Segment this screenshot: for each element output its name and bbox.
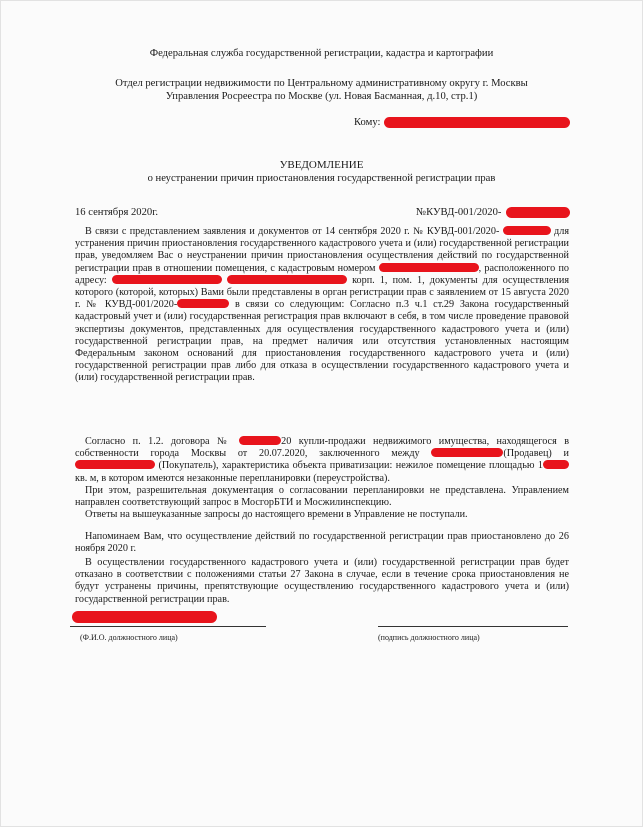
official-caption: (Ф.И.О. должностного лица) (80, 633, 178, 642)
paragraph-2-part-c: (Продавец) и (503, 448, 570, 460)
paragraph-1-part-a: В связи с представлением заявления и документов от 14 сентября 2020 г. № КУВД-001/2020- (85, 226, 500, 237)
official-name-line (70, 626, 266, 627)
paragraph-1-part-d: корп. 1, пом. 1, документы для осуществления которого (которой, которых) Вами были представлены в орган регистрации прав с заявлением от 15 августа 2020 г. № КУВД-001/2020- (75, 274, 569, 311)
redacted-official-name (72, 611, 217, 623)
paragraph-2 (75, 436, 569, 485)
redacted-request-number (177, 299, 229, 308)
redacted-number (506, 207, 570, 218)
paragraph-4: Ответы на вышеуказанные запросы до настоящего времени в Управление не поступали. (85, 509, 468, 520)
document-subtitle: о неустранении причин приостановления государственной регистрации прав (147, 173, 496, 184)
redacted-contract-number (239, 436, 281, 445)
redacted-recipient (384, 117, 570, 128)
signature-caption: (подпись должностного лица) (378, 633, 480, 642)
paragraph-2-part-a: Согласно п. 1.2. договора № (85, 436, 232, 447)
paragraph-6: В осуществлении государственного кадастрового учета и (или) государственной регистрации прав будет отказано в соответствии с положениями статьи 27 Закона в случае, если в течение срока приостановления не будут устранены причины, препятствующие осуществлению государственного кадастрового учета и (или) государственной регистрации прав. (75, 557, 569, 605)
redacted-address-2 (227, 275, 347, 284)
recipient-label: Кому: (354, 117, 381, 128)
redacted-application-number (503, 226, 551, 235)
redacted-buyer (75, 460, 155, 469)
paragraph-1-part-b: для устранения причин приостановления государственного кадастрового учета и (или) государственной регистрации прав, уведомляем Вас о неустранении причин приостановления осуществления действий по государственной регистрации прав в отношении помещения, с кадастровым номером (75, 226, 569, 274)
paragraph-2-part-e: кв. м, в котором имеются незаконные перепланировки (переустройства). (75, 472, 390, 484)
paragraph-5: Напоминаем Вам, что осуществление действий по государственной регистрации прав приостановлено до 26 ноября 2020 г. (75, 531, 569, 555)
department-line-1: Отдел регистрации недвижимости по Центральному административному округу г. Москвы (115, 78, 528, 89)
agency-name: Федеральная служба государственной регистрации, кадастра и картографии (149, 48, 494, 59)
department-line-2: Управления Росреестра по Москве (ул. Новая Басманная, д.10, стр.1) (165, 91, 478, 102)
signature-line (378, 626, 568, 627)
redacted-seller (431, 448, 503, 457)
paragraph-2-part-b: 20 купли-продажи недвижимого имущества, находящегося в собственности города Москвы от 20.07.2020, заключенного между (75, 436, 570, 460)
document-number: №КУВД-001/2020- (416, 207, 502, 218)
paragraph-1-part-c: , расположенного по адресу: (75, 262, 570, 286)
paragraph-3: При этом, разрешительная документация о согласовании перепланировки не представлена. Управлением направлен соответствующий запрос в МосгорБТИ и Мосжилинспекцию. (75, 485, 569, 509)
paragraph-1 (75, 226, 569, 385)
paragraph-2-part-d: (Покупатель), характеристика объекта приватизации: нежилое помещение площадью 1 (158, 460, 543, 472)
document-title: УВЕДОМЛЕНИЕ (279, 159, 364, 171)
redacted-cadastral-number (379, 263, 479, 272)
document-date: 16 сентября 2020г. (75, 207, 159, 218)
redacted-area (543, 460, 569, 469)
paragraph-1-part-e: в связи со следующим: Согласно п.3 ч.1 ст.29 Закона государственный кадастровый учет и (или) государственная регистрация прав включают в себя, в том числе проведение правовой экспертизы документов, представленных для осуществления государственного кадастрового учета и (или) государственной регистрации прав, на предмет наличия или отсутствия установленных настоящим Федеральным законом оснований для приостановления государственного кадастрового учета и (или) государственной регистрации прав либо для отказа в осуществлении государственного кадастрового учета и (или) государственной регистрации прав. (75, 299, 569, 384)
redacted-address-1 (112, 275, 222, 284)
